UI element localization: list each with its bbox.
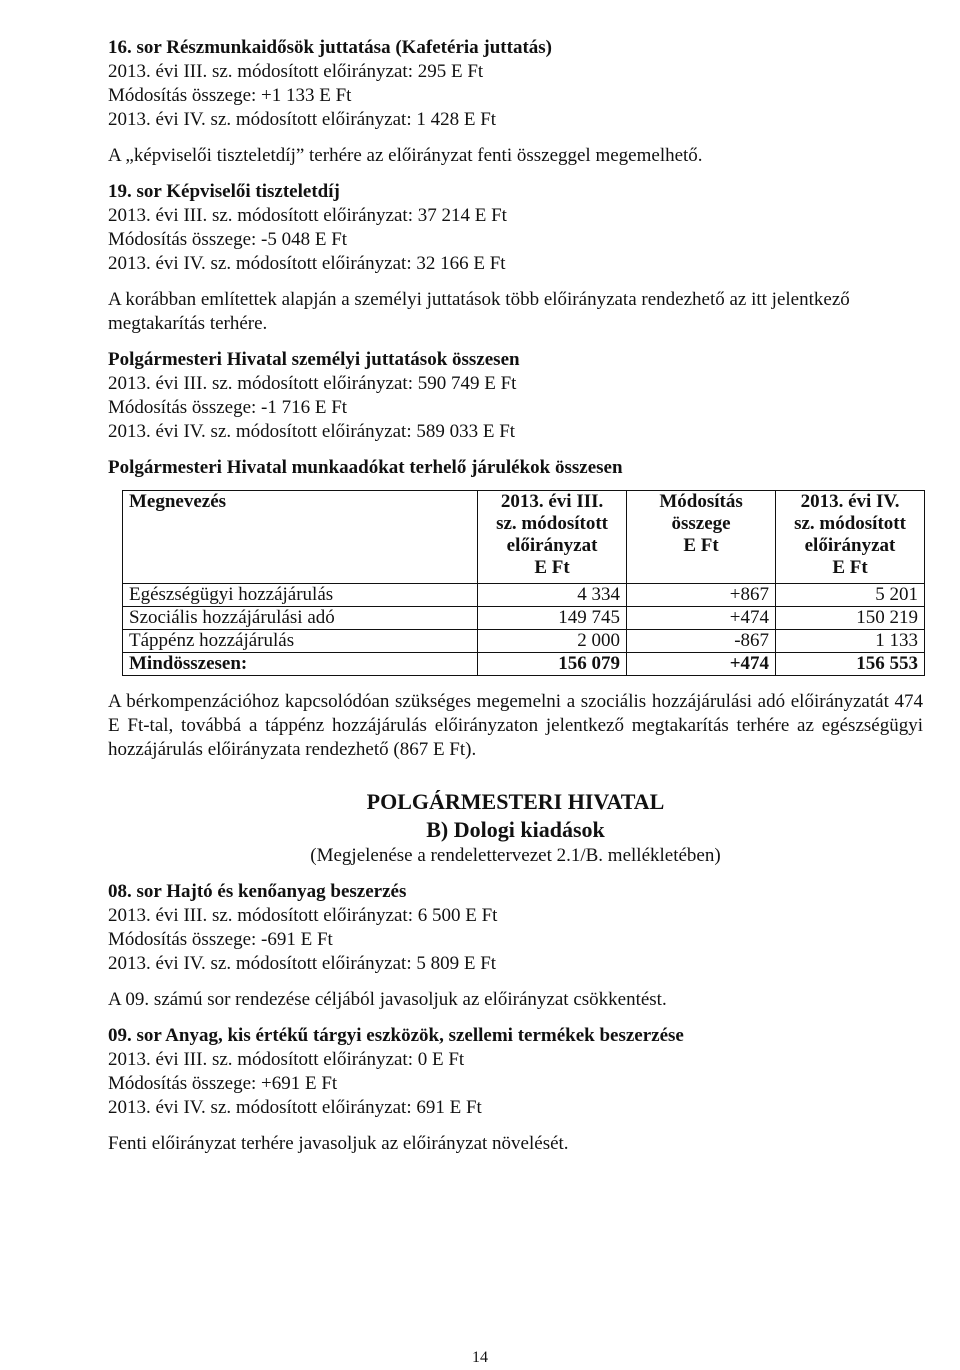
section-09-title: 09. sor Anyag, kis értékű tárgyi eszközök, szellemi termékek beszerzése xyxy=(108,1025,684,1046)
jarulekok-title: Polgármesteri Hivatal munkaadókat terhelő járulékok összesen xyxy=(108,457,623,478)
row-v2: +474 xyxy=(627,607,776,630)
jarulekok-note: A bérkompenzációhoz kapcsolódóan szükséges megemelni a szociális hozzájárulási adó előirányzatát 474 E Ft-tal, továbbá a táppénz hozzájárulás előirányzaton jelentkező megtakarítás terhére az egészségügyi hozzájárulás előirányzata rendezhető (867 E Ft). xyxy=(108,691,923,760)
row-v3: 1 133 xyxy=(776,630,925,653)
header-iii-eloiranyzat: 2013. évi III. sz. módosított előirányzat E Ft xyxy=(478,491,627,584)
section-08-note: A 09. számú sor rendezése céljából javasoljuk az előirányzat csökkentést. xyxy=(108,989,667,1010)
jarulekok-table xyxy=(122,490,925,676)
section-19-line-2: Módosítás összege: -5 048 E Ft xyxy=(108,229,348,250)
heading-hivatal: POLGÁRMESTERI HIVATAL xyxy=(366,789,665,814)
header-iv-eloiranyzat: 2013. évi IV. sz. módosított előirányzat E Ft xyxy=(776,491,925,584)
section-19-title: 19. sor Képviselői tiszteletdíj xyxy=(108,181,340,202)
section-08-title: 08. sor Hajtó és kenőanyag beszerzés xyxy=(108,881,407,902)
total-v3: 156 553 xyxy=(776,653,925,676)
section-16-line-2: Módosítás összege: +1 133 E Ft xyxy=(108,85,352,106)
row-name: Szociális hozzájárulási adó xyxy=(123,607,478,630)
section-09-line-1: 2013. évi III. sz. módosított előirányzat: 0 E Ft xyxy=(108,1049,465,1070)
row-name: Egészségügyi hozzájárulás xyxy=(123,584,478,607)
total-v1: 156 079 xyxy=(478,653,627,676)
row-v3: 150 219 xyxy=(776,607,925,630)
section-16-title: 16. sor Részmunkaidősök juttatása (Kafetéria juttatás) xyxy=(108,37,553,58)
heading-melleklet: (Megjelenése a rendelettervezet 2.1/B. mellékletében) xyxy=(310,845,721,866)
section-16-note: A „képviselői tiszteletdíj” terhére az előirányzat fenti összeggel megemelhető. xyxy=(108,145,703,166)
total-v2: +474 xyxy=(627,653,776,676)
header-megnevezes: Megnevezés xyxy=(123,491,478,584)
document-page xyxy=(108,36,923,1156)
section-16-line-1: 2013. évi III. sz. módosított előirányzat: 295 E Ft xyxy=(108,61,484,82)
szemelyi-title: Polgármesteri Hivatal személyi juttatások összesen xyxy=(108,349,520,370)
heading-dologi: B) Dologi kiadások xyxy=(426,817,605,842)
header-modositas: Módosítás összege E Ft xyxy=(627,491,776,584)
row-v1: 2 000 xyxy=(478,630,627,653)
section-19-line-3: 2013. évi IV. sz. módosított előirányzat: 32 166 E Ft xyxy=(108,253,506,274)
total-name: Mindösszesen: xyxy=(123,653,478,676)
table-row xyxy=(123,607,925,630)
row-name: Táppénz hozzájárulás xyxy=(123,630,478,653)
section-19-line-1: 2013. évi III. sz. módosított előirányzat: 37 214 E Ft xyxy=(108,205,507,226)
section-08-line-1: 2013. évi III. sz. módosított előirányzat: 6 500 E Ft xyxy=(108,905,498,926)
section-16-line-3: 2013. évi IV. sz. módosított előirányzat: 1 428 E Ft xyxy=(108,109,497,130)
table-total-row xyxy=(123,653,925,676)
section-19-note: A korábban említettek alapján a személyi juttatások több előirányzata rendezhető az itt jelentkező megtakarítás terhére. xyxy=(108,289,850,334)
szemelyi-line-1: 2013. évi III. sz. módosított előirányzat: 590 749 E Ft xyxy=(108,373,517,394)
table-header-row xyxy=(123,491,925,584)
row-v1: 4 334 xyxy=(478,584,627,607)
table-row xyxy=(123,630,925,653)
section-08-line-2: Módosítás összege: -691 E Ft xyxy=(108,929,333,950)
szemelyi-line-2: Módosítás összege: -1 716 E Ft xyxy=(108,397,348,418)
section-08-line-3: 2013. évi IV. sz. módosított előirányzat: 5 809 E Ft xyxy=(108,953,497,974)
szemelyi-line-3: 2013. évi IV. sz. módosított előirányzat: 589 033 E Ft xyxy=(108,421,516,442)
section-09-line-2: Módosítás összege: +691 E Ft xyxy=(108,1073,338,1094)
section-09-line-3: 2013. évi IV. sz. módosított előirányzat: 691 E Ft xyxy=(108,1097,482,1118)
section-09-note: Fenti előirányzat terhére javasoljuk az előirányzat növelését. xyxy=(108,1133,569,1154)
page-number: 14 xyxy=(472,1349,488,1366)
row-v1: 149 745 xyxy=(478,607,627,630)
row-v3: 5 201 xyxy=(776,584,925,607)
row-v2: +867 xyxy=(627,584,776,607)
row-v2: -867 xyxy=(627,630,776,653)
table-row xyxy=(123,584,925,607)
